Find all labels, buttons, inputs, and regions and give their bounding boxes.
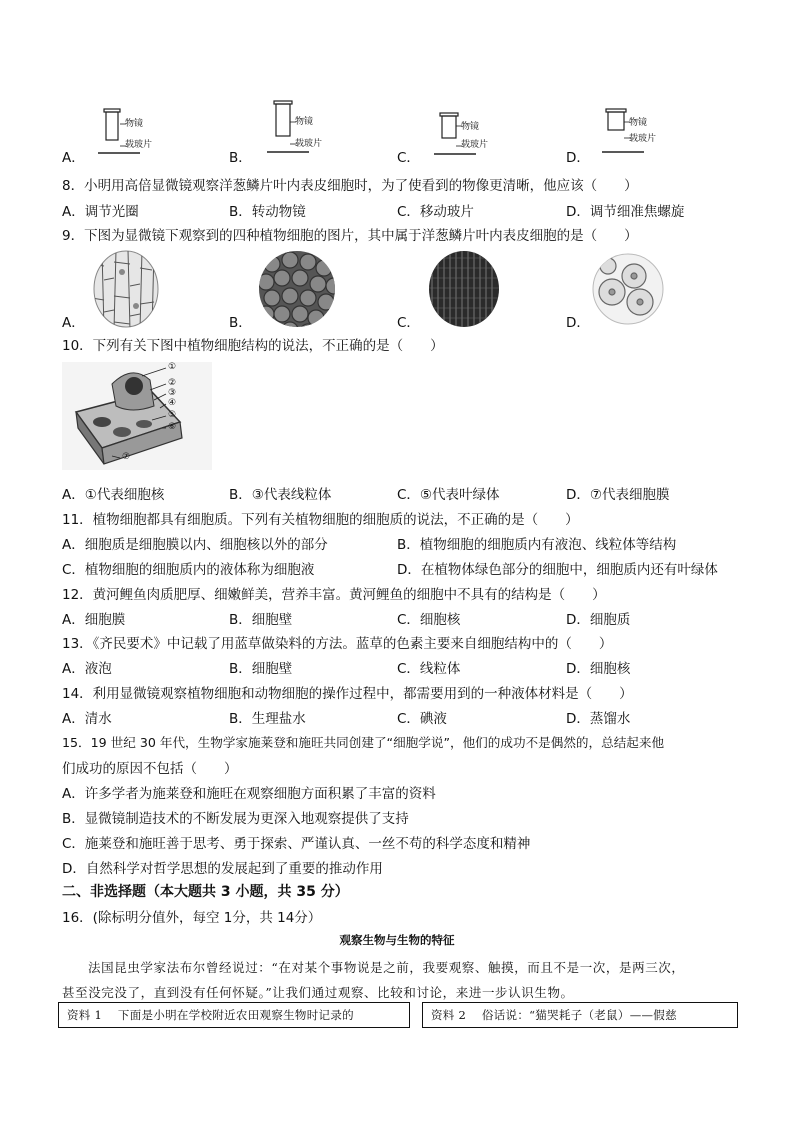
marker-4: ④ — [168, 398, 177, 408]
q14-stem: 14．利用显微镜观察植物细胞和动物细胞的操作过程中，都需要用到的一种液体材料是（ ） — [62, 686, 633, 702]
material-2-text: 资料 2 俗话说：“猫哭耗子（老鼠）——假慈 — [431, 1008, 677, 1022]
q12-option-d: D．细胞质 — [566, 612, 631, 628]
q13-option-c: C．线粒体 — [397, 661, 461, 677]
q12-stem: 12．黄河鲤鱼肉质肥厚、细嫩鲜美，营养丰富。黄河鲤鱼的细胞中不具有的结构是（ ） — [62, 587, 606, 603]
q10-option-d: D．⑦代表细胞膜 — [566, 487, 670, 503]
q15-option-d: D．自然科学对哲学思想的发展起到了重要的推动作用 — [62, 861, 383, 877]
q9-option-b: B． — [229, 315, 252, 331]
slide-label-b: 载玻片 — [295, 139, 323, 149]
q9-option-a: A． — [62, 315, 85, 331]
marker-7: ⑦ — [122, 452, 131, 462]
marker-2: ② — [168, 378, 177, 388]
dense-cells-micrograph — [258, 250, 336, 328]
q8-option-a: A．调节光圈 — [62, 204, 139, 220]
objective-label-b: 物镜 — [295, 117, 314, 127]
objective-label-a: 物镜 — [125, 119, 144, 129]
q10-stem: 10．下列有关下图中植物细胞结构的说法，不正确的是（ ） — [62, 338, 444, 354]
q12-option-a: A．细胞膜 — [62, 612, 126, 628]
q14-option-d: D．蒸馏水 — [566, 711, 631, 727]
q11-option-a: A．细胞质是细胞膜以内、细胞核以外的部分 — [62, 537, 328, 553]
q11-stem: 11．植物细胞都具有细胞质。下列有关植物细胞的细胞质的说法，不正确的是（ ） — [62, 512, 579, 528]
slide-label-a: 载玻片 — [125, 140, 153, 150]
q15-stem-line2: 们成功的原因不包括（ ） — [62, 761, 238, 777]
q9-option-d: D． — [566, 315, 590, 331]
q14-option-b: B．生理盐水 — [229, 711, 306, 727]
q16-stem: 16．(除标明分值外，每空 1分，共 14分） — [62, 910, 322, 926]
q15-stem-line1: 15．19 世纪 30 年代，生物学家施莱登和施旺共同创建了“细胞学说”，他们的成功不是偶然的，总结起来他 — [62, 735, 665, 750]
marker-3: ③ — [168, 388, 177, 398]
q7-option-b: B． — [229, 150, 252, 166]
q12-option-b: B．细胞壁 — [229, 612, 293, 628]
q8-option-b: B．转动物镜 — [229, 204, 306, 220]
marker-1: ① — [168, 362, 177, 372]
q8-option-d: D．调节细准焦螺旋 — [566, 204, 685, 220]
q13-option-a: A．液泡 — [62, 661, 112, 677]
q8-stem: 8．小明用高倍显微镜观察洋葱鳞片叶内表皮细胞时，为了使看到的物像更清晰，他应该（ ） — [62, 178, 638, 194]
onion-epidermis-micrograph — [92, 250, 160, 328]
q10-option-c: C．⑤代表叶绿体 — [397, 487, 500, 503]
q16-paragraph-line2: 甚至没完没了，直到没有任何怀疑。”让我们通过观察、比较和讨论，来进一步认识生物。 — [62, 985, 574, 1000]
q15-option-a: A．许多学者为施莱登和施旺在观察细胞方面积累了丰富的资料 — [62, 786, 436, 802]
q11-option-b: B．植物细胞的细胞质内有液泡、线粒体等结构 — [397, 537, 677, 553]
objective-label-c: 物镜 — [461, 122, 480, 132]
section-heading: 二、非选择题（本大题共 3 小题，共 35 分） — [62, 884, 349, 900]
q15-option-c: C．施莱登和施旺善于思考、勇于探索、严谨认真、一丝不苟的科学态度和精神 — [62, 836, 531, 852]
q14-option-c: C．碘液 — [397, 711, 447, 727]
q13-stem: 13．《齐民要术》中记载了用蓝草做染料的方法。蓝草的色素主要来自细胞结构中的（ ） — [62, 636, 613, 652]
material-2-box — [422, 1002, 738, 1028]
q15-option-b: B．显微镜制造技术的不断发展为更深入地观察提供了支持 — [62, 811, 409, 827]
material-1-box — [58, 1002, 410, 1028]
dark-tissue-micrograph — [428, 250, 500, 328]
objective-figure-a — [96, 108, 166, 156]
material-1-text: 资料 1 下面是小明在学校附近农田观察生物时记录的 — [67, 1008, 354, 1022]
plant-cell-diagram — [62, 362, 212, 470]
objective-label-d: 物镜 — [629, 118, 648, 128]
objective-figure-c — [432, 112, 502, 158]
q10-option-b: B．③代表线粒体 — [229, 487, 332, 503]
q13-option-d: D．细胞核 — [566, 661, 631, 677]
round-cells-micrograph — [592, 252, 664, 326]
q12-option-c: C．细胞核 — [397, 612, 461, 628]
q9-stem: 9．下图为显微镜下观察到的四种植物细胞的图片，其中属于洋葱鳞片叶内表皮细胞的是（ ） — [62, 228, 638, 244]
q7-option-a: A． — [62, 150, 85, 166]
q7-option-c: C． — [397, 150, 420, 166]
q13-option-b: B．细胞壁 — [229, 661, 293, 677]
slide-label-c: 载玻片 — [461, 140, 489, 150]
objective-figure-d — [600, 108, 670, 156]
q11-option-d: D．在植物体绿色部分的细胞中，细胞质内还有叶绿体 — [397, 562, 718, 578]
slide-label-d: 载玻片 — [629, 134, 657, 144]
q14-option-a: A．清水 — [62, 711, 112, 727]
q11-option-c: C．植物细胞的细胞质内的液体称为细胞液 — [62, 562, 315, 578]
q8-option-c: C．移动玻片 — [397, 204, 474, 220]
q16-paragraph-line1: 法国昆虫学家法布尔曾经说过：“在对某个事物说是之前，我要观察、触摸，而且不是一次，是两三次， — [88, 960, 685, 975]
q7-option-d: D． — [566, 150, 590, 166]
objective-figure-b — [265, 100, 335, 156]
q9-option-c: C． — [397, 315, 420, 331]
plant-cell-drawing — [62, 362, 212, 470]
q10-option-a: A．①代表细胞核 — [62, 487, 165, 503]
marker-5: ⑤ — [168, 410, 177, 420]
q16-title: 观察生物与生物的特征 — [339, 933, 455, 947]
marker-6: ⑥ — [168, 422, 177, 432]
